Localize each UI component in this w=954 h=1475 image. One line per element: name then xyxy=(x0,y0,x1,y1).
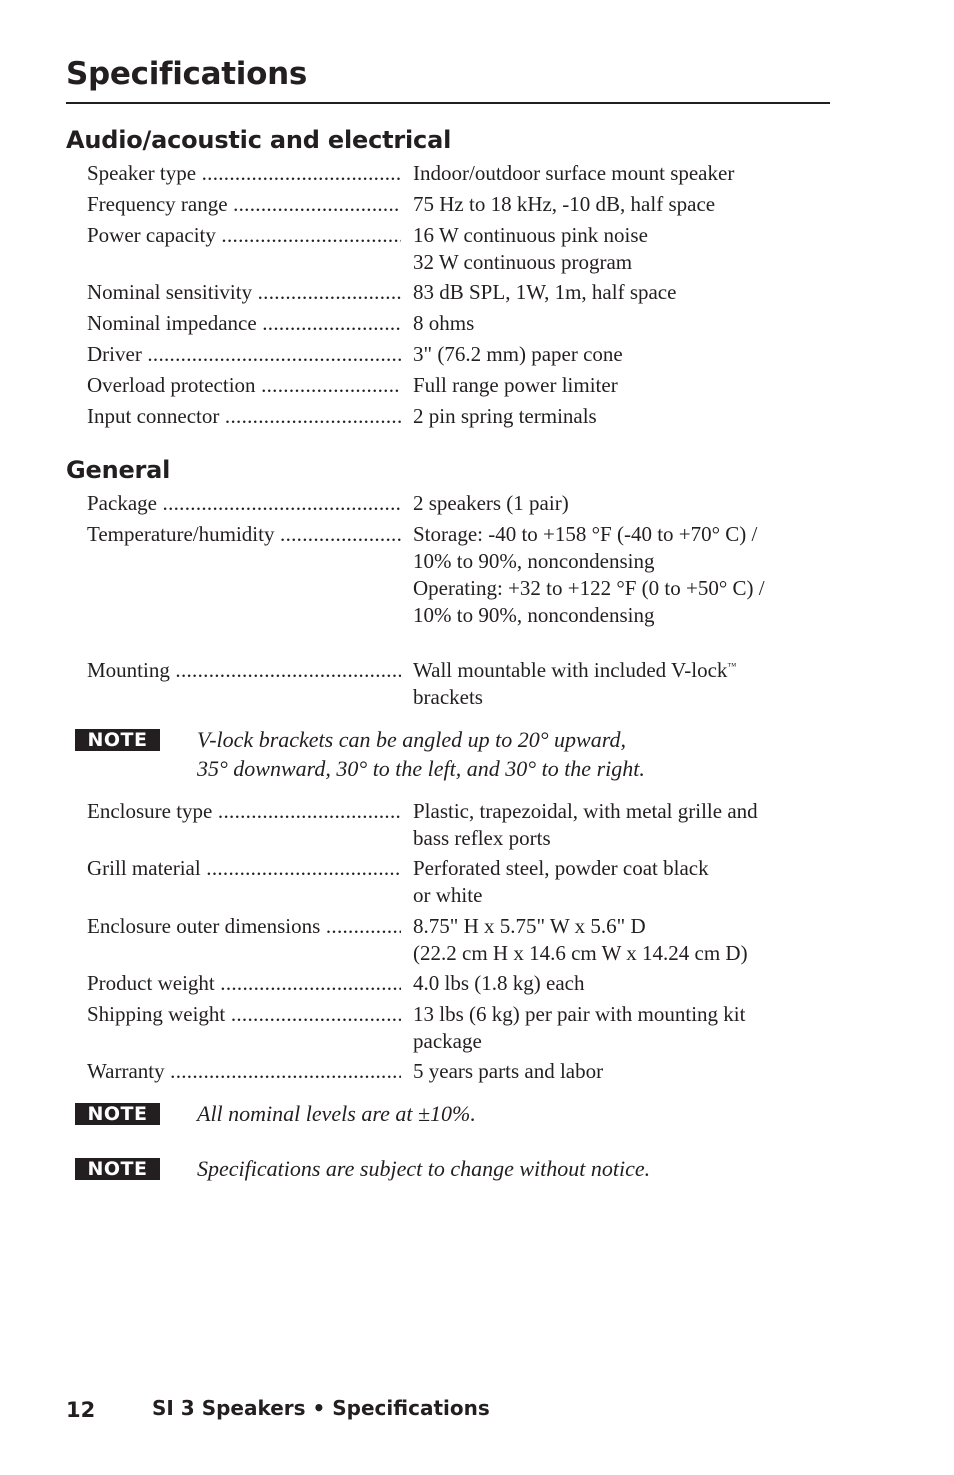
spec-label: Driver ..... xyxy=(87,341,401,368)
spec-value xyxy=(413,222,833,276)
note-text xyxy=(197,725,645,783)
spec-value-line: Storage: -40 to +158 °F (-40 to +70° C) / xyxy=(413,522,758,546)
note-badge: NOTE xyxy=(75,1103,160,1125)
page-title: Specifications xyxy=(66,56,308,92)
spec-label: Speaker type ..... xyxy=(87,160,401,187)
note-badge: NOTE xyxy=(75,1158,160,1180)
spec-value-line: Perforated steel, powder coat black xyxy=(413,856,709,880)
trademark-symbol: ™ xyxy=(727,661,737,671)
spec-label: Enclosure type ..... xyxy=(87,798,401,825)
spec-value-text: Wall mountable with included V-lock xyxy=(413,658,728,682)
note-line: All nominal levels are at ±10%. xyxy=(197,1101,476,1126)
note-line: V-lock brackets can be angled up to 20° upward, xyxy=(197,727,626,752)
spec-label: Mounting ..... xyxy=(87,657,401,684)
spec-value-line: 2 pin spring terminals xyxy=(413,404,597,428)
spec-label: Nominal sensitivity ..... xyxy=(87,279,401,306)
spec-value-line: 75 Hz to 18 kHz, -10 dB, half space xyxy=(413,192,716,216)
spec-label: Nominal impedance ..... xyxy=(87,310,401,337)
note-line: Specifications are subject to change without notice. xyxy=(197,1156,651,1181)
spec-value-line: 2 speakers (1 pair) xyxy=(413,491,569,515)
spec-value-line: 3" (76.2 mm) paper cone xyxy=(413,342,623,366)
spec-value-line: Indoor/outdoor surface mount speaker xyxy=(413,161,735,185)
spec-value xyxy=(413,1001,833,1055)
spec-value-line: Operating: +32 to +122 °F (0 to +50° C) / xyxy=(413,576,765,600)
note-badge: NOTE xyxy=(75,729,160,751)
spec-label: Temperature/humidity ..... xyxy=(87,521,401,548)
spec-value-line: 10% to 90%, noncondensing xyxy=(413,603,655,627)
spec-value-line: 10% to 90%, noncondensing xyxy=(413,549,655,573)
spec-label: Grill material ..... xyxy=(87,855,401,882)
spec-value xyxy=(413,798,833,852)
spec-value-line: 8 ohms xyxy=(413,311,475,335)
spec-label: Frequency range ..... xyxy=(87,191,401,218)
spec-value xyxy=(413,372,833,399)
spec-value xyxy=(413,657,833,711)
note-line: 35° downward, 30° to the left, and 30° to the right. xyxy=(197,756,645,781)
spec-value xyxy=(413,403,833,430)
spec-value-line: bass reflex ports xyxy=(413,826,551,850)
page-number: 12 xyxy=(66,1398,96,1422)
spec-value-line: 8.75" H x 5.75" W x 5.6" D xyxy=(413,914,646,938)
spec-value-line: Plastic, trapezoidal, with metal grille and xyxy=(413,799,758,823)
spec-value-line: 4.0 lbs (1.8 kg) each xyxy=(413,971,585,995)
section-heading-general: General xyxy=(66,456,171,484)
note-text xyxy=(197,1154,650,1183)
spec-label: Power capacity ..... xyxy=(87,222,401,249)
spec-value xyxy=(413,855,833,909)
spec-value xyxy=(413,913,833,967)
spec-label: Package ..... xyxy=(87,490,401,517)
spec-value-line: 5 years parts and labor xyxy=(413,1059,604,1083)
spec-value xyxy=(413,1058,833,1085)
spec-label: Enclosure outer dimensions ..... xyxy=(87,913,401,940)
spec-value-line: 13 lbs (6 kg) per pair with mounting kit xyxy=(413,1002,746,1026)
spec-label: Input connector ..... xyxy=(87,403,401,430)
spec-value xyxy=(413,191,833,218)
spec-value xyxy=(413,970,833,997)
title-rule xyxy=(66,102,830,104)
footer-title: SI 3 Speakers • Specifications xyxy=(152,1396,490,1420)
spec-value-line: 32 W continuous program xyxy=(413,250,633,274)
spec-value-line: brackets xyxy=(413,685,483,709)
spec-value xyxy=(413,279,833,306)
spec-value-line xyxy=(413,657,833,684)
section-heading-audio: Audio/acoustic and electrical xyxy=(66,126,452,154)
spec-value xyxy=(413,160,833,187)
spec-label: Product weight ..... xyxy=(87,970,401,997)
spec-value-line: 83 dB SPL, 1W, 1m, half space xyxy=(413,280,677,304)
spec-value-line: package xyxy=(413,1029,482,1053)
spec-value-line: or white xyxy=(413,883,483,907)
note-text xyxy=(197,1099,476,1128)
spec-value xyxy=(413,490,833,517)
spec-value-line: Full range power limiter xyxy=(413,373,618,397)
spec-value xyxy=(413,341,833,368)
spec-label: Shipping weight ..... xyxy=(87,1001,401,1028)
spec-value xyxy=(413,310,833,337)
spec-value xyxy=(413,521,833,629)
spec-label: Overload protection ..... xyxy=(87,372,401,399)
spec-value-line: (22.2 cm H x 14.6 cm W x 14.24 cm D) xyxy=(413,941,748,965)
spec-value-line: 16 W continuous pink noise xyxy=(413,223,648,247)
spec-label: Warranty ..... xyxy=(87,1058,401,1085)
